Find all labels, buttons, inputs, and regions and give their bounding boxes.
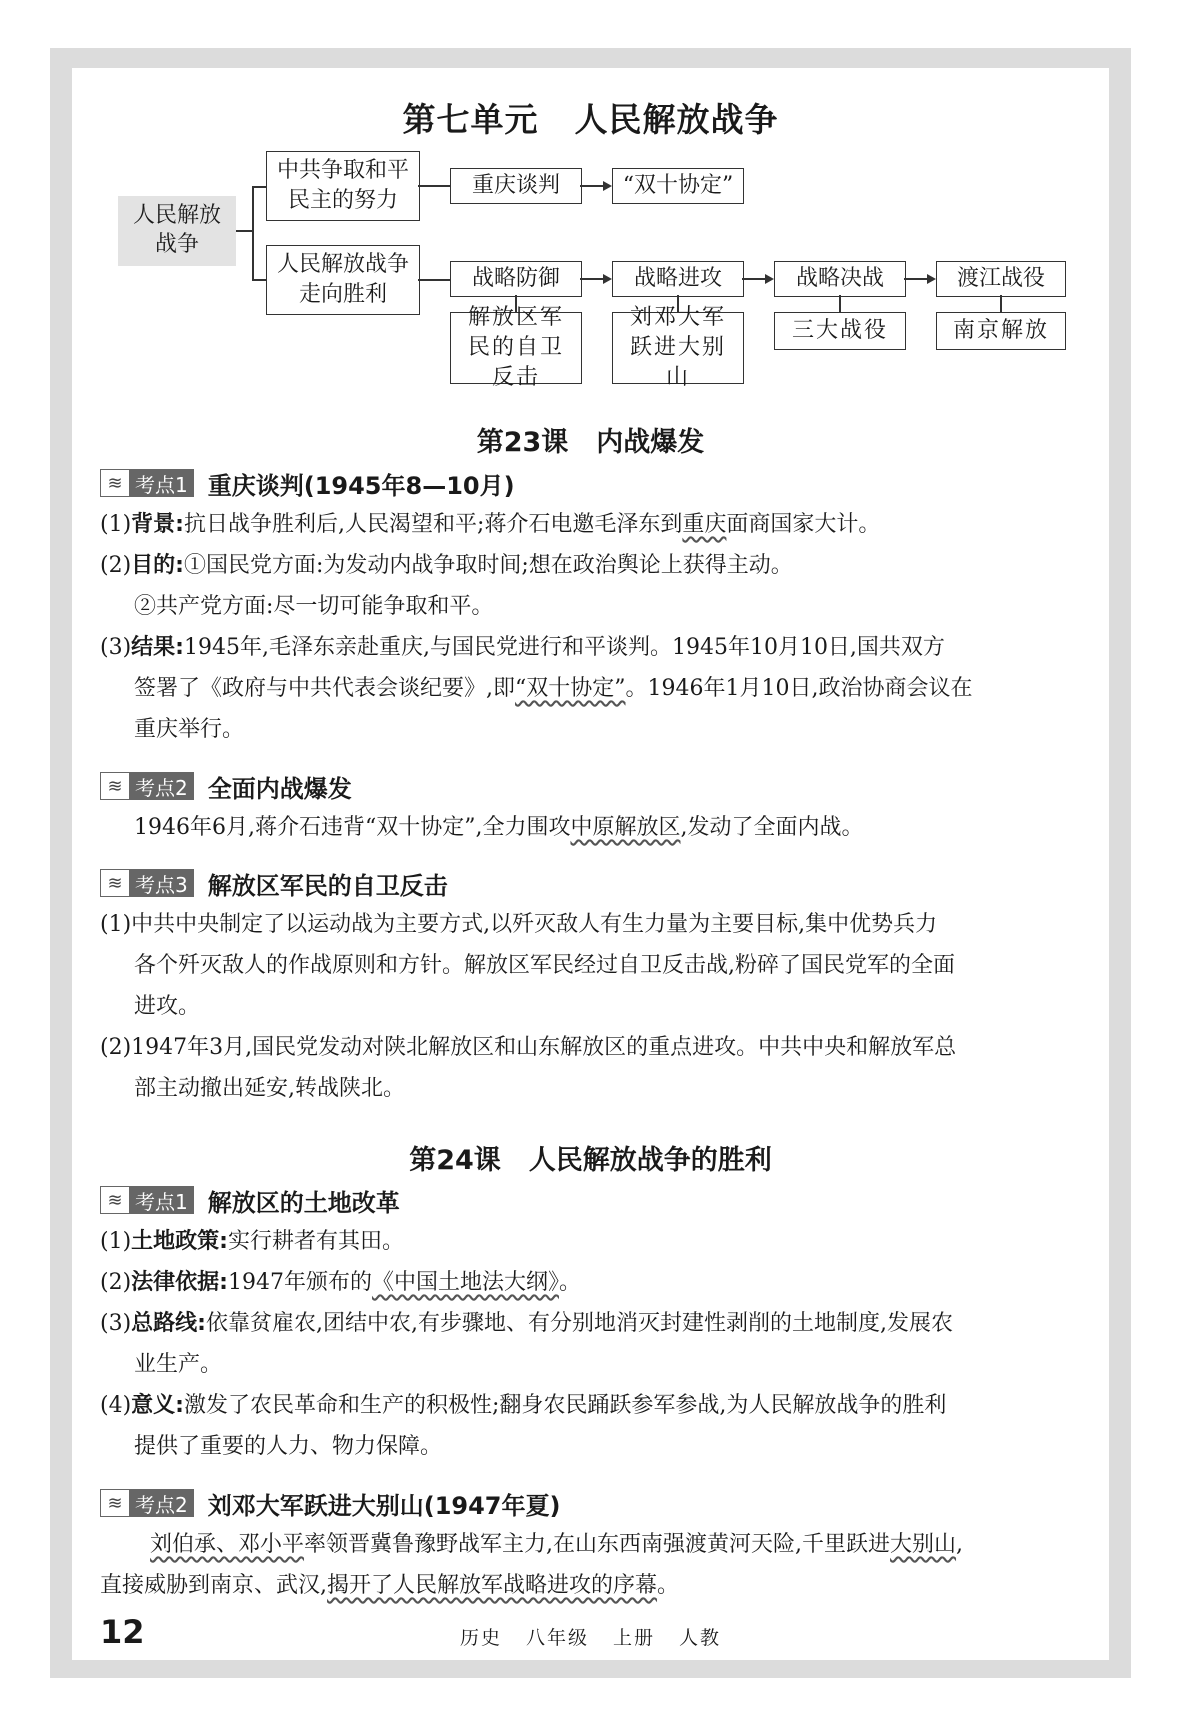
l24-kd2-line2: 直接威胁到南京、武汉,揭开了人民解放军战略进攻的序幕。 [100, 1573, 680, 1598]
l23-kd1-p2: (2)目的:①国民党方面:为发动内战争取时间;想在政治舆论上获得主动。 [100, 553, 793, 578]
branch2-box: 人民解放战争走向胜利 [266, 245, 420, 315]
detail-box-yangtze: 南京解放 [936, 312, 1066, 350]
l24-kd1-p2: (2)法律依据:1947年颁布的《中国土地法大纲》。 [100, 1270, 582, 1295]
detail-box-decisive: 三大战役 [774, 312, 906, 350]
stage-box-defense: 战略防御 [450, 261, 582, 297]
diagram-root: 人民解放战争 [118, 196, 236, 266]
stage-box-yangtze: 渡江战役 [936, 261, 1066, 297]
unit-name: 人民解放战争 [574, 100, 779, 139]
page-number: 12 [100, 1613, 145, 1651]
l24-kd1-p4: (4)意义:激发了农民革命和生产的积极性;翻身农民踊跃参军参战,为人民解放战争的胜利 [100, 1393, 947, 1418]
l24-kd2-line1: 刘伯承、邓小平率领晋冀鲁豫野战军主力,在山东西南强渡黄河天险,千里跃进大别山, [150, 1532, 964, 1557]
l24-kd1-p3: (3)总路线:依靠贫雇农,团结中农,有步骤地、有分别地消灭封建性剥削的土地制度,发展农 [100, 1311, 953, 1336]
unit-label: 第七单元 [402, 100, 539, 139]
l23-kd3-p1-line3: 进攻。 [134, 994, 201, 1019]
lesson24-kd1-header: ≋ 考点1 解放区的土地改革 [100, 1185, 400, 1215]
detail-box-defense: 解放区军民的自卫反击 [450, 312, 582, 384]
kd-badge: ≋ 考点1 [100, 469, 194, 497]
waves-icon: ≋ [100, 869, 130, 897]
l23-kd3-p1: (1)中共中央制定了以运动战为主要方式,以歼灭敌人有生力量为主要目标,集中优势兵力 [100, 912, 938, 937]
lesson23-title: 第23课 内战爆发 [476, 427, 705, 458]
kd-badge: ≋ 考点2 [100, 1489, 194, 1517]
l23-kd3-p2-line2: 部主动撤出延安,转战陕北。 [134, 1076, 405, 1101]
detail-box-offense: 刘邓大军跃进大别山 [612, 312, 744, 384]
arrow-icon [927, 274, 936, 284]
l23-kd2-text: 1946年6月,蒋介石违背“双十协定”,全力围攻中原解放区,发动了全面内战。 [134, 815, 864, 840]
branch1-box: 中共争取和平民主的努力 [266, 151, 420, 221]
l23-kd1-p3-line3: 重庆举行。 [134, 717, 245, 742]
l23-kd1-p3-line2: 签署了《政府与中共代表会谈纪要》,即“双十协定”。1946年1月10日,政治协商会议在 [134, 676, 973, 701]
arrow-icon [765, 274, 774, 284]
footer-book-info: 历史 八年级 上册 人教 [459, 1627, 722, 1649]
lesson23-kd3-header: ≋ 考点3 解放区军民的自卫反击 [100, 868, 448, 898]
lesson24-kd2-header: ≋ 考点2 刘邓大军跃进大别山(1947年夏) [100, 1488, 560, 1518]
arrow-icon [603, 274, 612, 284]
l23-kd1-p3: (3)结果:1945年,毛泽东亲赴重庆,与国民党进行和平谈判。1945年10月10日,国共双方 [100, 635, 945, 660]
l23-kd1-p2-cont: ②共产党方面:尽一切可能争取和平。 [134, 594, 494, 619]
l23-kd1-p1: (1)背景:抗日战争胜利后,人民渴望和平;蒋介石电邀毛泽东到重庆面商国家大计。 [100, 512, 881, 537]
l23-kd3-p1-line2: 各个歼灭敌人的作战原则和方针。解放区军民经过自卫反击战,粉碎了国民党军的全面 [134, 953, 955, 978]
lesson23-kd2-header: ≋ 考点2 全面内战爆发 [100, 771, 352, 801]
stage-box-decisive: 战略决战 [774, 261, 906, 297]
double-ten-box: “双十协定” [612, 168, 744, 204]
chongqing-talks-box: 重庆谈判 [450, 168, 582, 204]
waves-icon: ≋ [100, 1489, 130, 1517]
waves-icon: ≋ [100, 1186, 130, 1214]
unit-title [0, 94, 1181, 141]
l23-kd3-p2: (2)1947年3月,国民党发动对陕北解放区和山东解放区的重点进攻。中共中央和解放军总 [100, 1035, 957, 1060]
waves-icon: ≋ [100, 772, 130, 800]
lesson23-kd1-header: ≋ 考点1 重庆谈判(1945年8—10月) [100, 468, 515, 498]
kd-badge: ≋ 考点1 [100, 1186, 194, 1214]
waves-icon: ≋ [100, 469, 130, 497]
stage-box-offense: 战略进攻 [612, 261, 744, 297]
l24-kd1-p3-line2: 业生产。 [134, 1352, 223, 1377]
lesson24-title: 第24课 人民解放战争的胜利 [409, 1145, 772, 1176]
kd-badge: ≋ 考点3 [100, 869, 194, 897]
kd-badge: ≋ 考点2 [100, 772, 194, 800]
l24-kd1-p4-line2: 提供了重要的人力、物力保障。 [134, 1434, 443, 1459]
arrow-icon [603, 181, 612, 191]
l24-kd1-p1: (1)土地政策:实行耕者有其田。 [100, 1229, 404, 1254]
